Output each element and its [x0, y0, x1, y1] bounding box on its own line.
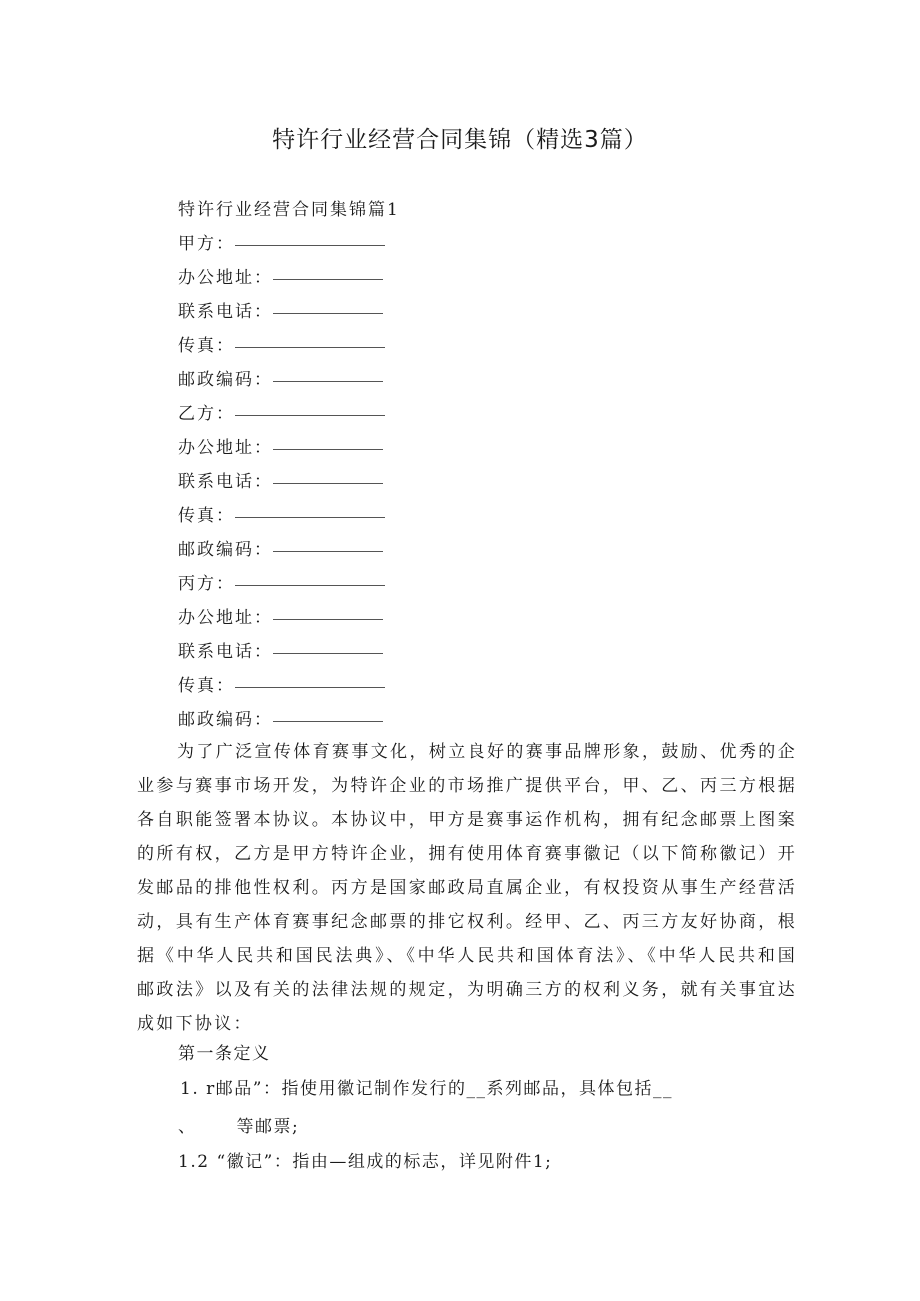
document-title: 特许行业经营合同集锦（精选3篇）: [272, 127, 648, 153]
blank-underline: [273, 637, 383, 654]
blank-underline: [273, 365, 383, 382]
form-field-row: [178, 365, 385, 399]
blank-underline: [273, 705, 383, 722]
form-field-row: [178, 569, 385, 603]
intro-paragraph: 为了广泛宣传体育赛事文化，树立良好的赛事品牌形象，鼓励、优秀的企业参与赛事市场开发，为特许企业的市场推广提供平台，甲、乙、丙三方根据各自职能签署本协议。本协议中，甲方是赛事运作机构，拥有纪念邮票上图案的所有权，乙方是甲方特许企业，拥有使用体育赛事徽记（以下简称徽记）开发邮品的排他性权利。丙方是国家邮政局直属企业，有权投资从事生产经营活动，具有生产体育赛事纪念邮票的排它权利。经甲、乙、丙三方友好协商，根据《中华人民共和国民法典》、《中华人民共和国体育法》、《中华人民共和国邮政法》以及有关的法律法规的规定，为明确三方的权利义务，就有关事宜达成如下协议：: [137, 742, 797, 1034]
form-field-row: [178, 263, 385, 297]
form-field-row: [178, 297, 385, 331]
field-label: 邮政编码：: [178, 370, 273, 390]
clause-1-1-cont-b: 等邮票;: [236, 1117, 300, 1137]
form-field-row: [178, 501, 385, 535]
form-field-row: [178, 467, 385, 501]
field-label: 联系电话：: [178, 302, 273, 322]
clause-1-2: 1.2 “徽记”：指由—组成的标志，详见附件1;: [178, 1152, 553, 1172]
form-field-row: [178, 671, 385, 705]
blank-underline: [235, 671, 385, 688]
blank-underline: [235, 331, 385, 348]
field-label: 甲方：: [178, 234, 235, 254]
form-field-row: [178, 535, 385, 569]
blank-underline: [273, 603, 383, 620]
blank-underline: [273, 433, 383, 450]
party-info-fields: [178, 229, 385, 739]
form-field-row: [178, 331, 385, 365]
clause-1-1: 1. r邮品”：指使用徽记制作发行的__系列邮品，具体包括__: [180, 1079, 673, 1099]
field-label: 传真：: [178, 506, 235, 526]
form-field-row: [178, 229, 385, 263]
article-one-heading: 第一条定义: [178, 1044, 271, 1064]
field-label: 乙方：: [178, 404, 235, 424]
field-label: 传真：: [178, 676, 235, 696]
field-label: 邮政编码：: [178, 710, 273, 730]
clause-1-1-continuation: [178, 1112, 299, 1137]
field-label: 传真：: [178, 336, 235, 356]
section-heading: 特许行业经营合同集锦篇1: [178, 200, 400, 220]
blank-underline: [235, 399, 385, 416]
blank-underline: [235, 569, 385, 586]
blank-underline: [235, 501, 385, 518]
form-field-row: [178, 399, 385, 433]
blank-underline: [273, 297, 383, 314]
field-label: 邮政编码：: [178, 540, 273, 560]
form-field-row: [178, 433, 385, 467]
field-label: 办公地址：: [178, 608, 273, 628]
field-label: 联系电话：: [178, 642, 273, 662]
field-label: 联系电话：: [178, 472, 273, 492]
blank-underline: [273, 467, 383, 484]
form-field-row: [178, 603, 385, 637]
field-label: 丙方：: [178, 574, 235, 594]
field-label: 办公地址：: [178, 268, 273, 288]
field-label: 办公地址：: [178, 438, 273, 458]
form-field-row: [178, 705, 385, 739]
blank-underline: [273, 535, 383, 552]
blank-underline: [235, 229, 385, 246]
clause-1-1-cont-a: 、: [178, 1117, 197, 1137]
form-field-row: [178, 637, 385, 671]
blank-underline: [273, 263, 383, 280]
